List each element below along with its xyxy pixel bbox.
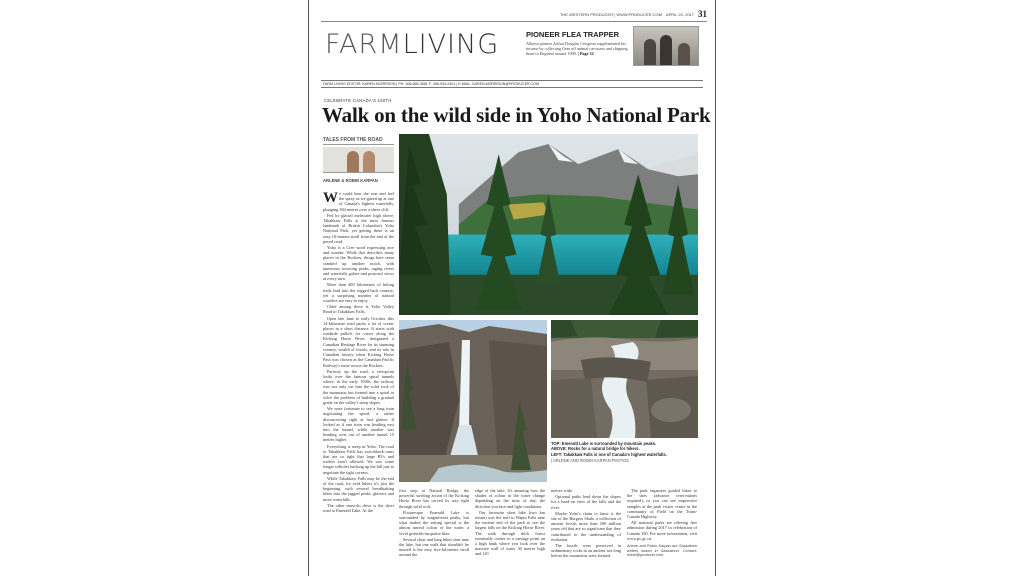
paragraph: All national parks are offering free admission during 2017 in celebration of Canada 150. For more information, visit www.pc.gc.ca.: [627, 520, 697, 541]
paragraph: More than 400 kilometres of hiking trails lead into the rugged back country, yet a surprising number of natural wonders are easy to enjoy.: [323, 282, 394, 304]
author-photo: [323, 147, 394, 173]
byline-box: [323, 137, 394, 183]
paragraph: Picturesque Emerald Lake is surrounded by magnificent peaks, but what makes the setting special is the almost unreal colour of the water, a vivid greenish-turquoise blue.: [399, 509, 469, 536]
folio: [560, 9, 707, 19]
caption-left: LEFT: Takakkaw Falls is one of Canada's highest waterfalls.: [551, 451, 667, 457]
paragraph: Several short and long hikes start near the lake, but one walk that shouldn't be missed is the easy five-kilometre stroll around the: [399, 536, 469, 558]
paragraph: Yoho is a Cree word expressing awe and wonder. While that describes many places in the Rockies, things here seem cranked up another notch, with numerous towering peaks, raging rivers and waterfalls galore and postcard views at every turn.: [323, 245, 394, 282]
article-column-3: [475, 488, 545, 576]
author-photo-figure: [347, 151, 359, 173]
photo-credit: | ARLENE AND ROBIN KARPAN PHOTOS: [551, 458, 630, 464]
column-label: TALES FROM THE ROAD: [323, 137, 394, 145]
emerald-lake-image: [399, 134, 698, 315]
paragraph: Maybe Yoho's claim to fame is the site of the Burgess Shale, a collection of ancient fossils more than 500 million years old that are so significant that they contributed to the understanding of evolution.: [551, 510, 621, 542]
teaser-photo: [633, 26, 699, 66]
takakkaw-falls-image: [399, 320, 547, 482]
page-edge-left: [308, 0, 309, 576]
paragraph: edge of the lake. It's amazing how the shades of colour in the water change depending on the time of day, the direction you face and light conditions.: [475, 488, 545, 509]
author-photo-figure: [363, 151, 375, 173]
paragraph: Our favourite short hike (two km return) was the trail to Wapta Falls near the eastern end of the park to see the largest falls on the Kicking Horse River. The walk through thick forest eventually comes to a vantage point on a high bank where you look over the massive wall of water 30 metres high and 110: [475, 509, 545, 557]
article-headline: Walk on the wild side in Yoho National Park: [322, 103, 711, 127]
section-masthead: [321, 24, 699, 76]
paragraph: Partway up the road, a viewpoint looks over the famous spiral tunnels where, in the early 1900s, the railway was not only cut into the solid rock of the mountain, but formed into a spiral to solve the problem of building a gradual grade on the valley's steep slopes.: [323, 368, 394, 405]
paragraph: Fed by glacial meltwater high above, Takakkaw Falls is the most famous landmark of British Columbia's Yoho National Park, yet getting there is an easy 10-minute stroll from the end of the paved road.: [323, 212, 394, 244]
paragraph: We were fortunate to see a long train negotiating the spiral, a rather disconcerting sight at first glance. It looked as if one train was heading east into the tunnel, while another was heading west out of another tunnel 15 metres higher.: [323, 406, 394, 443]
article-column-2: [399, 488, 469, 576]
page-edge-right: [715, 0, 716, 576]
folio-date: APRIL 20, 2017: [665, 11, 694, 17]
paragraph: The other must-do drive is the short road to Emerald Lake. At the: [323, 502, 394, 513]
teaser-text: Alberta pioneer Arthur Douglas Cringeon supplemented his income by collecting fleas off animal carcasses and shipping them to England around 1900.: [526, 41, 628, 56]
author-bio: Arlene and Robin Karpan are Saskatoon writers based in Saskatoon. Contact: travel@producer.com.: [627, 544, 697, 558]
paragraph: Everything is steep in Yoho. The road to Takakkaw Falls has switchback turns that are so tight that large RVs and trailers aren't allowed. We saw some longer vehicles backing up the hill just to negotiate the tight corners.: [323, 443, 394, 475]
caption-above: ABOVE: Rocks for a natural bridge for hikers.: [551, 446, 640, 452]
authors: ARLENE & ROBIN KARPAN: [323, 178, 378, 183]
drop-cap: W: [323, 191, 338, 206]
takakkaw-falls-photo: [399, 320, 547, 482]
folio-publication: THE WESTERN PRODUCER | WWW.PRODUCER.COM: [559, 11, 662, 17]
paragraph: Open late June to early October, this 14-kilometre road packs a lot of scenic places in a short distance. It starts with roadside pullofs for views along the Kicking Horse River, designated a Canadian Heritage River for its stunning scenery, wealth of fossils, and its role in Canadian history when Kicking Horse Pass was chosen as the Canadian Pacific Railway's route across the Rockies.: [323, 315, 394, 368]
article-column-1: [323, 191, 394, 573]
paragraph: Optional paths lead down the slopes for a head-on view of the falls and the river.: [551, 494, 621, 510]
section-title-light: FARM: [325, 29, 403, 60]
folio-rule: [321, 21, 707, 22]
article-bottom-columns: [399, 488, 698, 576]
teaser[interactable]: [526, 30, 630, 56]
paragraph: Chief among these is Yoho Valley Road to Takakkaw Falls.: [323, 304, 394, 315]
newspaper-page: [311, 0, 713, 576]
caption-top: TOP: Emerald Lake is surrounded by mountain peaks.: [551, 441, 657, 446]
teaser-body: [526, 41, 630, 56]
article-column-4: [551, 488, 621, 576]
paragraph-text: e could hear the roar and feel the spray as we gazed up at one of Canada's highest waterfalls, plunging 384 metres over a sheer cliff.: [323, 191, 394, 212]
article-kicker: CELEBRATE CANADA'S 150TH: [324, 98, 392, 103]
paragraph: While Takakkaw Falls may be the end of the road, for avid hikers it's just the beginning, with several breathtaking hikes into the jagged peaks, glaciers and more waterfalls.: [323, 475, 394, 502]
teaser-photo-figure: [678, 43, 690, 65]
emerald-lake-photo: [399, 134, 698, 315]
paragraph: [323, 191, 394, 212]
section-title-bold: LIVING: [402, 29, 500, 60]
section-title: [325, 29, 499, 60]
teaser-headline: PIONEER FLEA TRAPPER: [526, 30, 620, 39]
editor-contact-bar: FARM LIVING EDITOR: KAREN MORRISON | PH: 306-665-3581 F: 306-934-2401 | E-MAIL: KAREN.MORRISON@PRODUCER.COM: [321, 80, 703, 88]
teaser-photo-figure: [644, 39, 656, 65]
article-column-5: [627, 488, 697, 576]
photo-captions: [551, 441, 698, 464]
teaser-photo-figure: [660, 35, 672, 65]
paragraph: The park organizes guided hikes to the sites (advance reservations required), or you can see impressive samples at the park visitor centre in the community of Field on the Trans-Canada Highway.: [627, 488, 697, 520]
paragraph: The fossils were preserved in sedimentary rocks in an ancient sea long before the mountains were formed.: [551, 543, 621, 559]
teaser-page-ref: | Page 32: [577, 51, 594, 56]
paragraph: metres wide.: [551, 488, 573, 493]
natural-bridge-image: [551, 320, 698, 438]
paragraph: first stop at Natural Bridge, the powerful swirling action of the Kicking Horse River has carved its way right through solid rock.: [399, 488, 469, 509]
page-number: 31: [698, 9, 707, 19]
natural-bridge-photo: [551, 320, 698, 438]
